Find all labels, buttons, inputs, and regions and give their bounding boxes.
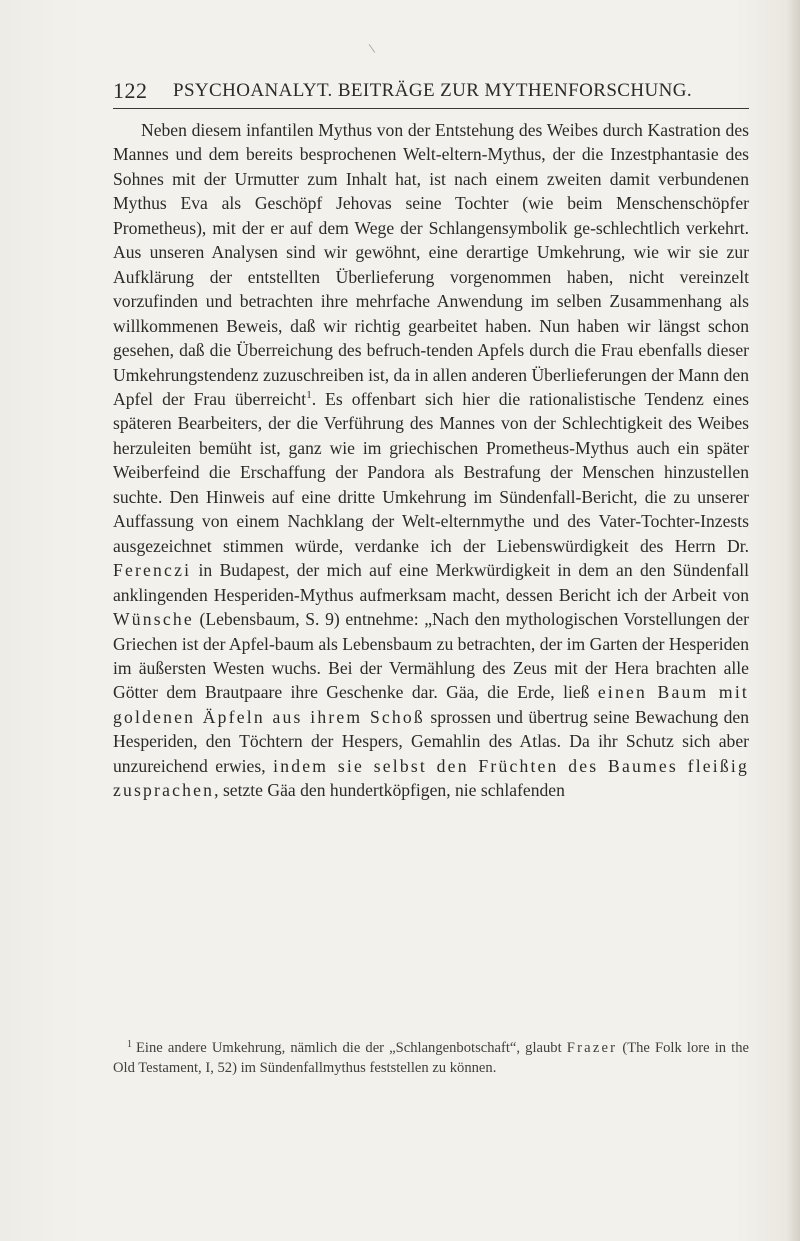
footnote-mark: 1 [127, 1039, 132, 1050]
running-head: PSYCHOANALYT. BEITRÄGE ZUR MYTHENFORSCHUNG. [173, 80, 692, 101]
emphasized-text: einen Baum mit goldenen Äpfeln aus ihrem Schoß [113, 682, 749, 727]
emphasized-text: indem sie selbst den Früchten des Baumes fleißig zusprachen [113, 755, 749, 801]
page-header [113, 78, 749, 108]
page-edge-shadow [786, 0, 800, 1241]
page-number: 122 [113, 78, 148, 103]
paper-speck [369, 41, 380, 53]
main-text [113, 118, 749, 803]
text-run: Neben diesem infantilen Mythus von der Entstehung des Weibes durch Kastration des Mannes und dem bereits besprochenen Welt-eltern-Mythus, der die Inzestphantasie des Sohnes mit der Urmutter zum Inhalt hat, ist nach einem zweiten damit verbundenen Mythus Eva als Geschöpf Jehovas seine Tochter (wie beim Menschenschöpfer Prometheus), mit der er auf dem Wege der Schlangensymbolik ge-schlechtlich verkehrt. Aus unseren Analysen sind wir gewöhnt, eine derartige Umkehrung, wie wir sie zur Aufklärung der entstellten Überlieferung vorgenommen haben, nicht vereinzelt vorzufinden und betrachten ihre mehrfache Anwendung im selben Zusammenhang als willkommenen Beweis, daß wir richtig gearbeitet haben. Nun haben wir längst schon gesehen, daß die Überreichung des befruch-tenden Apfels durch die Frau ebenfalls dieser Umkehrungstendenz zuzuschreiben ist, da in allen anderen Überlieferungen der Mann den Apfel der Frau überreicht [113, 120, 749, 409]
text-run: , setzte Gäa den hundertköpfigen, nie schlafenden [214, 780, 565, 801]
footnote [113, 1039, 749, 1078]
footnote-text: Eine andere Umkehrung, nämlich die der „Schlangenbotschaft“, glaubt [136, 1040, 567, 1056]
author-name: Wünsche [113, 609, 194, 630]
header-rule [113, 108, 749, 109]
text-run: sprossen und übertrug seine Bewachung den Hesperiden, den Töchtern der Hespers, Gemahlin des Atlas. Da ihr Schutz sich aber unzureichend erwies, [113, 706, 749, 776]
paragraph [113, 118, 749, 803]
footnote-reference: 1 [306, 388, 312, 401]
footnote-paragraph [113, 1039, 749, 1078]
text-run: . Es offenbart sich hier die rationalistische Tendenz eines späteren Bearbeiters, der die Verführung des Mannes von der Schlechtigkeit des Weibes herzuleiten bemüht ist, ganz wie im griechischen Prometheus-Mythus auch ein später Weiberfeind die Erschaffung der Pandora als Bestrafung der Menschen hinzustellen suchte. Den Hinweis auf eine dritte Umkehrung im Sündenfall-Bericht, die zu unserer Auffassung von einem Nachklang der Welt-elternmythe und des Vater-Tochter-Inzests ausgezeichnet stimmen würde, verdanke ich der Liebenswürdigkeit des Herrn Dr. [113, 388, 750, 556]
person-name: Ferenczi [113, 560, 192, 581]
footnote-text: (The Folk lore in the Old Testament, I, 52) im Sündenfallmythus feststellen zu können. [113, 1040, 749, 1076]
text-run: (Lebensbaum, S. 9) entnehme: „Nach den mythologischen Vorstellungen der Griechen ist der Apfel-baum als Lebensbaum zu betrachten, der im Garten der Hesperiden im äußersten Westen wuchs. Bei der Vermählung des Zeus mit der Hera brachten alle Götter dem Brautpaare ihre Geschenke dar. Gäa, die Erde, ließ [113, 609, 749, 703]
text-run: in Budapest, der mich auf eine Merkwürdigkeit in dem an den Sündenfall anklingenden Hesperiden-Mythus aufmerksam macht, dessen Bericht ich der Arbeit von [113, 560, 749, 605]
footnote-author: Frazer [566, 1040, 618, 1056]
